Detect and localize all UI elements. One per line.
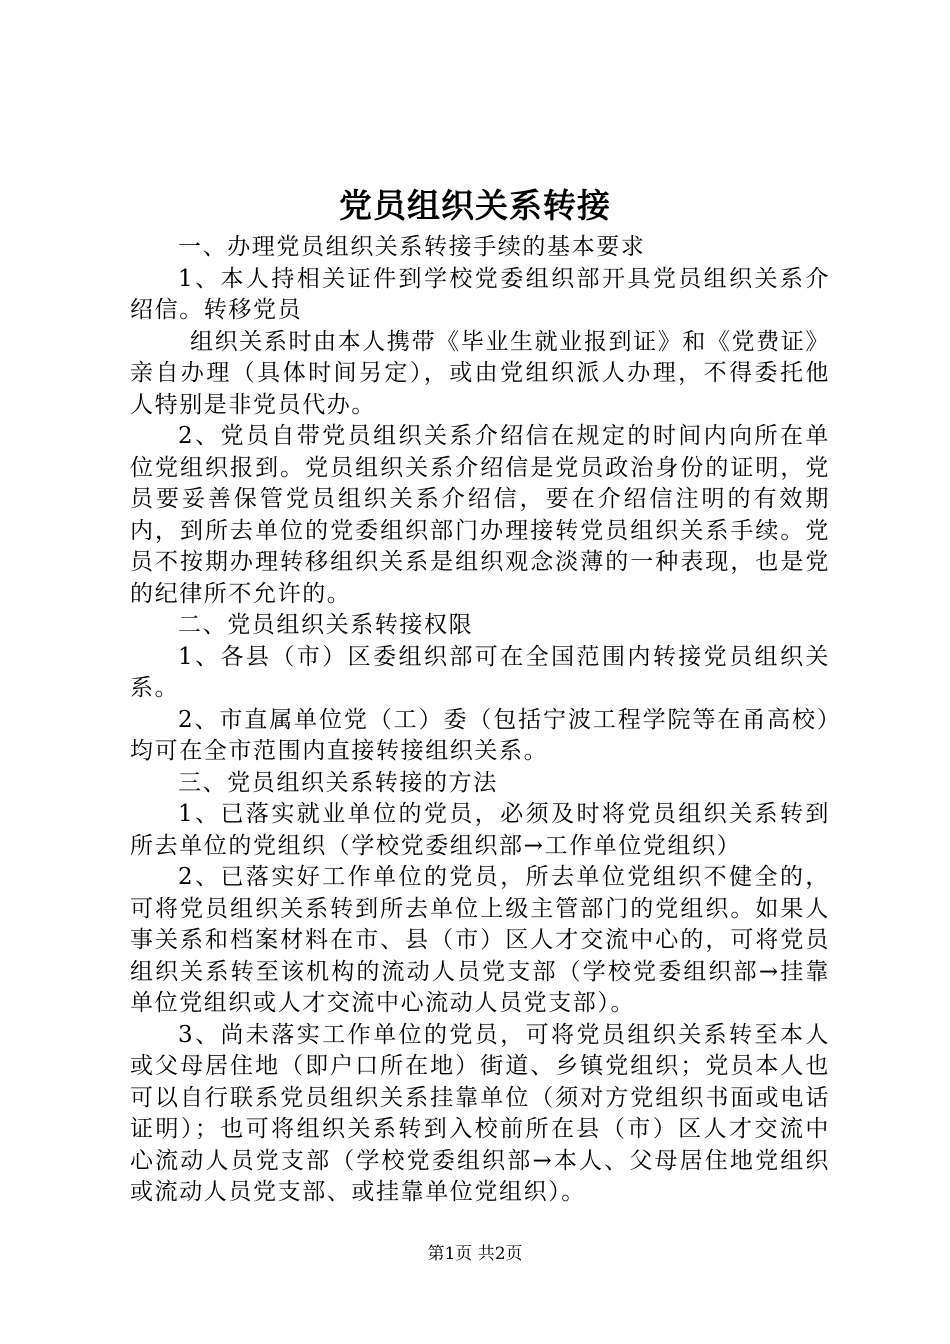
- paragraph-3-1: 1、已落实就业单位的党员，必须及时将党员组织关系转到所去单位的党组织（学校党委组织部→工作单位党组织）: [130, 801, 830, 859]
- paragraph-1-2: 2、党员自带党员组织关系介绍信在规定的时间内向所在单位党组织报到。党员组织关系介绍信是党员政治身份的证明，党员要妥善保管党员组织关系介绍信，要在介绍信注明的有效期内，到所去单位的党委组织部门办理接转党员组织关系手续。党员不按期办理转移组织关系是组织观念淡薄的一种表现，也是党的纪律所不允许的。: [130, 423, 830, 607]
- document-title: 党员组织关系转接: [339, 186, 611, 225]
- paragraph-3-2: 2、已落实好工作单位的党员，所去单位党组织不健全的，可将党员组织关系转到所去单位上级主管部门的党组织。如果人事关系和档案材料在市、县（市）区人才交流中心的，可将党员组织关系转至该机构的流动人员党支部（学校党委组织部→挂靠单位党组织或人才交流中心流动人员党支部）。: [130, 864, 830, 1016]
- page-footer: 第1页 共2页: [427, 1244, 523, 1264]
- paragraph-1-1-cont: 组织关系时由本人携带《毕业生就业报到证》和《党费证》亲自办理（具体时间另定），或由党组织派人办理，不得委托他人特别是非党员代办。: [130, 328, 830, 418]
- section-heading-1: 一、办理党员组织关系转接手续的基本要求: [178, 234, 646, 260]
- paragraph-2-1: 1、各县（市）区委组织部可在全国范围内转接党员组织关系。: [130, 643, 830, 701]
- document-body: [130, 232, 830, 1209]
- section-heading-2: 二、党员组织关系转接权限: [178, 612, 474, 638]
- paragraph-2-2: 2、市直属单位党（工）委（包括宁波工程学院等在甬高校）均可在全市范围内直接转接组织关系。: [130, 706, 830, 764]
- paragraph-3-3: 3、尚未落实工作单位的党员，可将党员组织关系转至本人或父母居住地（即户口所在地）街道、乡镇党组织；党员本人也可以自行联系党员组织关系挂靠单位（须对方党组织书面或电话证明）；也可将组织关系转到入校前所在县（市）区人才交流中心流动人员党支部（学校党委组织部→本人、父母居住地党组织或流动人员党支部、或挂靠单位党组织）。: [130, 1021, 830, 1205]
- paragraph-1-1: 1、本人持相关证件到学校党委组织部开具党员组织关系介绍信。转移党员: [130, 265, 830, 323]
- section-heading-3: 三、党员组织关系转接的方法: [178, 769, 498, 796]
